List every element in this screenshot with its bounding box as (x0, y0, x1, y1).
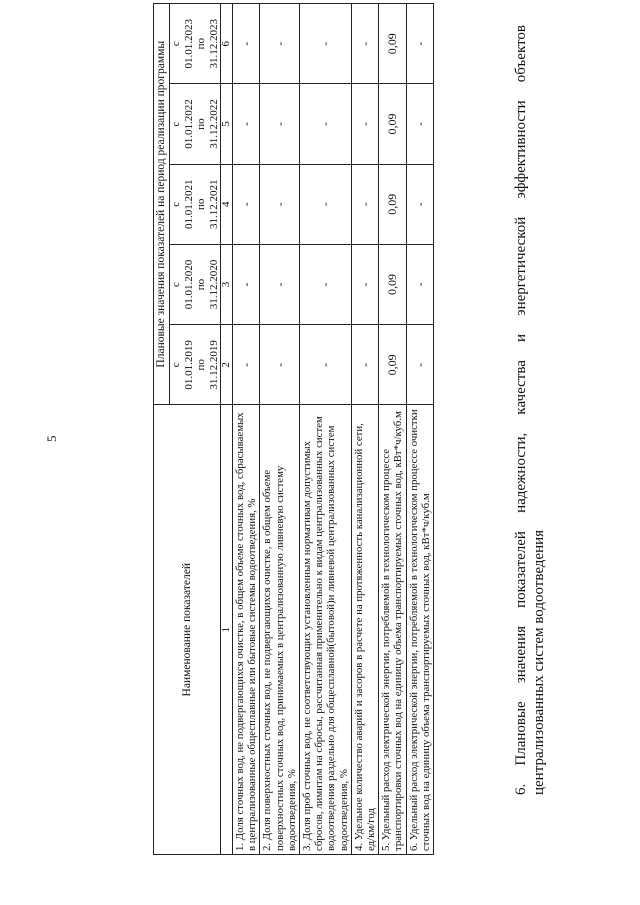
table-row (233, 4, 260, 855)
heading-word: энергетической (513, 216, 529, 316)
indicator-value: 0,09 (379, 244, 406, 324)
column-number-row (221, 4, 233, 855)
indicator-name: 2. Доля поверхностных сточных вод, не подвергающихся очистке, в общем объеме поверхностных сточных вод, принимаемых в централизованную ливневую систему водоотведения, % (260, 405, 300, 855)
indicator-value: - (351, 244, 378, 324)
heading-word: 6. (513, 783, 529, 795)
indicator-value: 0,09 (379, 84, 406, 164)
indicator-value: - (260, 84, 300, 164)
indicator-value: - (233, 244, 260, 324)
column-number: 2 (221, 325, 233, 405)
column-number: 3 (221, 244, 233, 324)
table-row (406, 4, 433, 855)
heading-word: качества (513, 360, 529, 415)
indicator-value: - (406, 4, 433, 84)
table-row (351, 4, 378, 855)
indicator-value: - (406, 244, 433, 324)
header-row (154, 4, 170, 855)
heading-word: и (513, 333, 529, 342)
indicator-value: - (406, 325, 433, 405)
heading-word: надежности, (513, 432, 529, 513)
indicator-value: - (260, 164, 300, 244)
indicator-value: - (351, 4, 378, 84)
indicator-value: - (300, 4, 352, 84)
indicator-name: 6. Удельный расход электрической энергии, потребляемой в технологическом процессе очистки сточных вод на единицу объема транспортируемых сточных вод, кВт*ч/куб.м (406, 405, 433, 855)
indicator-name: 3. Доля проб сточных вод, не соответствующих установленным нормативам допустимых сбросов, лимитам на сбросы, рассчитанная применительно к видам централизованных систем водоотведения раздельно для общесплавной(бытовой)и ливневой централизованных систем водоотведения, % (300, 405, 352, 855)
heading-word: объектов (513, 25, 529, 83)
section-heading (512, 25, 548, 795)
indicator-value: - (406, 84, 433, 164)
indicator-value: - (300, 325, 352, 405)
indicator-value: - (260, 4, 300, 84)
indicator-value: - (260, 325, 300, 405)
page-number: 5 (44, 435, 59, 442)
period-cell: с 01.01.2023 по 31.12.2023 (170, 4, 221, 84)
heading-line-2: централизованных систем водоотведения (531, 529, 547, 795)
heading-word: показателей (513, 531, 529, 608)
heading-word: значения (513, 626, 529, 684)
name-column-header: Наименование показателей (154, 405, 221, 855)
column-number: 5 (221, 84, 233, 164)
column-number: 4 (221, 164, 233, 244)
indicator-value: - (233, 84, 260, 164)
indicator-value: - (351, 84, 378, 164)
indicator-value: - (260, 244, 300, 324)
indicator-value: - (300, 244, 352, 324)
indicator-value: - (351, 325, 378, 405)
indicator-value: 0,09 (379, 4, 406, 84)
period-header: Плановые значения показателей на период реализации программы (154, 4, 170, 405)
indicator-name: 5. Удельный расход электрической энергии, потребляемой в технологическом процессе транспортировки сточных вод на единицу объема транспортируемых сточных вод, кВт*ч/куб.м (379, 405, 406, 855)
heading-line-1 (512, 25, 530, 795)
table-row (379, 4, 406, 855)
indicator-name: 1. Доля сточных вод, не подвергающихся очистке, в общем объеме сточных вод, сбрасываемых в централизованные общесплавные или бытовые системы водоотведения, % (233, 405, 260, 855)
heading-word: эффективности (513, 100, 529, 199)
indicator-name: 4. Удельное количество аварий и засоров в расчете на протяженность канализационной сети, ед/км/год (351, 405, 378, 855)
column-number: 6 (221, 4, 233, 84)
indicator-value: - (300, 84, 352, 164)
heading-word: Плановые (513, 701, 529, 766)
table-row (260, 4, 300, 855)
period-cell: с 01.01.2022 по 31.12.2022 (170, 84, 221, 164)
column-number: 1 (221, 405, 233, 855)
indicator-value: - (233, 164, 260, 244)
table-row (300, 4, 352, 855)
indicator-value: - (300, 164, 352, 244)
indicator-value: - (233, 325, 260, 405)
indicator-value: 0,09 (379, 164, 406, 244)
indicator-value: 0,09 (379, 325, 406, 405)
period-cell: с 01.01.2020 по 31.12.2020 (170, 244, 221, 324)
indicator-value: - (406, 164, 433, 244)
period-cell: с 01.01.2019 по 31.12.2019 (170, 325, 221, 405)
indicators-table (153, 3, 434, 855)
period-cell: с 01.01.2021 по 31.12.2021 (170, 164, 221, 244)
indicator-value: - (233, 4, 260, 84)
indicator-value: - (351, 164, 378, 244)
